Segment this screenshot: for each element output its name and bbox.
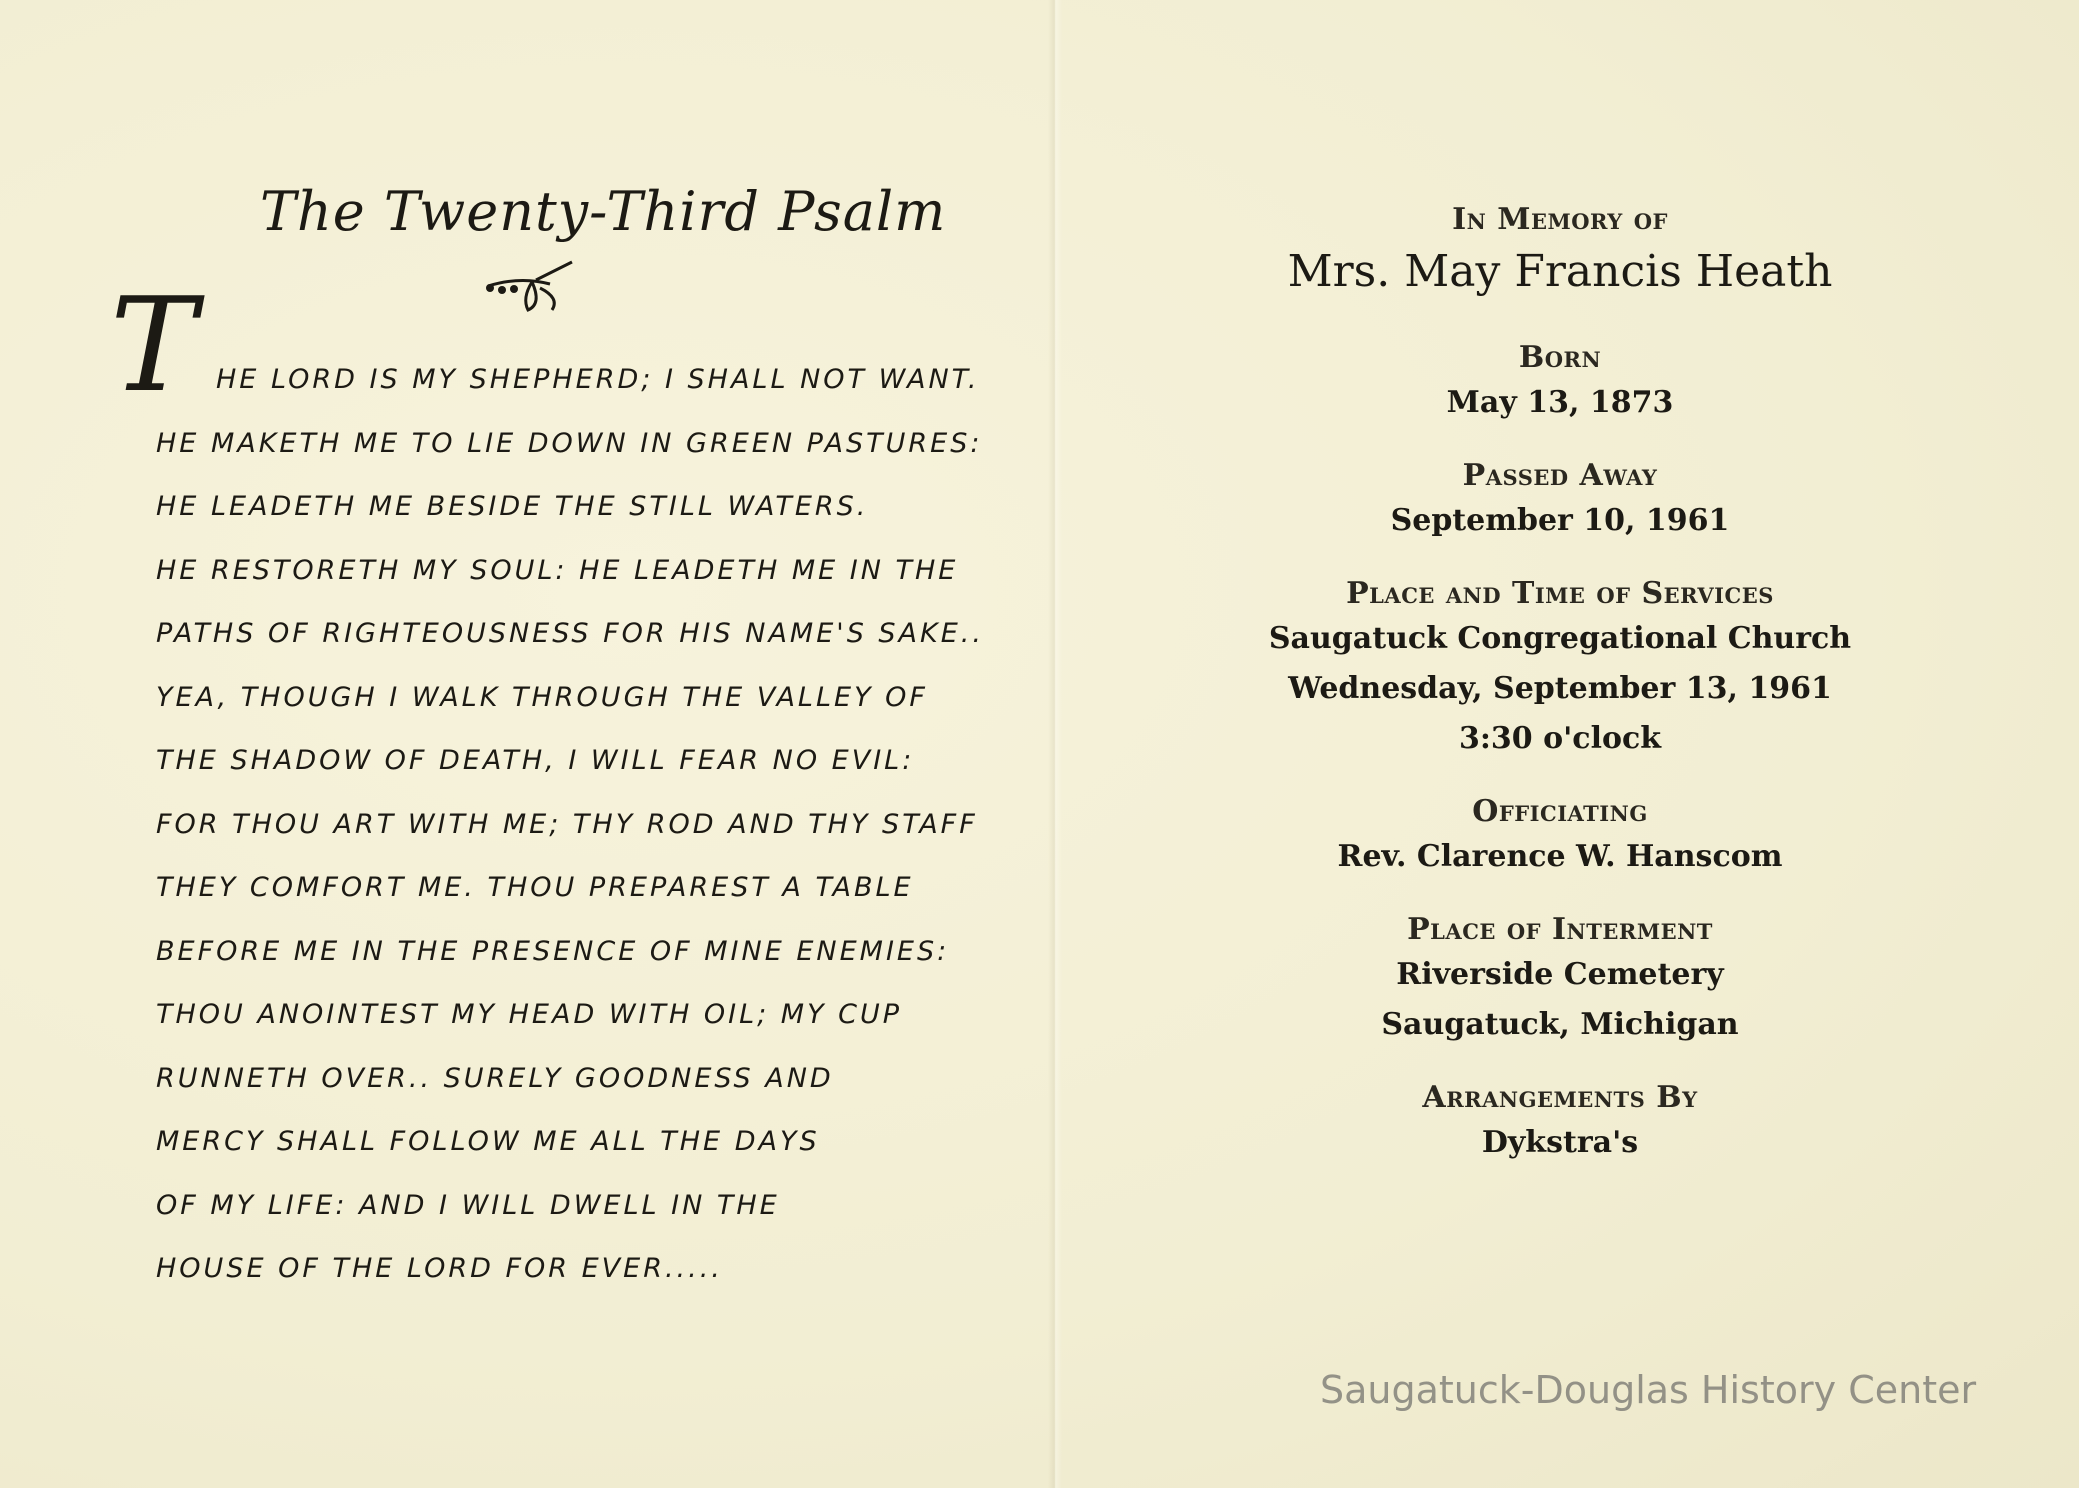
deceased-name: Mrs. May Francis Heath — [1287, 246, 1833, 297]
psalm-line: THOU ANOINTEST MY HEAD WITH OIL; MY CUP — [156, 999, 903, 1030]
services-label: Place and Time of Services — [1346, 576, 1774, 611]
psalm-title: The Twenty-Third Psalm — [260, 180, 947, 243]
born-date: May 13, 1873 — [1446, 385, 1674, 420]
services-time: 3:30 o'clock — [1458, 721, 1662, 756]
psalm-line: MERCY SHALL FOLLOW ME ALL THE DAYS — [156, 1126, 820, 1157]
psalm-line: THE SHADOW OF DEATH, I WILL FEAR NO EVIL: — [156, 745, 915, 776]
history-center-watermark: Saugatuck-Douglas History Center — [1320, 1368, 1977, 1412]
services-place: Saugatuck Congregational Church — [1268, 621, 1852, 656]
interment-section — [1190, 910, 1930, 1050]
psalm-line: HE LORD IS MY SHEPHERD; I SHALL NOT WANT. — [216, 364, 980, 395]
officiating-section — [1190, 792, 1930, 882]
services-date: Wednesday, September 13, 1961 — [1288, 671, 1832, 706]
psalm-line: FOR THOU ART WITH ME; THY ROD AND THY STAFF — [156, 808, 978, 840]
arrangements-by: Dykstra's — [1481, 1125, 1639, 1160]
memorial-panel — [1190, 200, 1930, 1320]
psalm-panel — [110, 170, 984, 1330]
passed-label: Passed Away — [1462, 458, 1658, 493]
psalm-line: HE MAKETH ME TO LIE DOWN IN GREEN PASTURES: — [156, 427, 983, 459]
psalm-line: RUNNETH OVER.. SURELY GOODNESS AND — [156, 1062, 834, 1094]
psalm-line: OF MY LIFE: AND I WILL DWELL IN THE — [156, 1189, 780, 1221]
psalm-line: HE LEADETH ME BESIDE THE STILL WATERS. — [156, 491, 869, 522]
interment-label: Place of Interment — [1407, 912, 1713, 947]
passed-section — [1190, 456, 1930, 546]
psalm-line: PATHS OF RIGHTEOUSNESS FOR HIS NAME'S SAKE.. — [156, 618, 984, 649]
interment-city: Saugatuck, Michigan — [1381, 1007, 1739, 1042]
flourish-ornament-icon — [480, 258, 580, 318]
arrangements-label: Arrangements By — [1422, 1080, 1698, 1115]
services-section — [1190, 574, 1930, 764]
passed-date: September 10, 1961 — [1390, 503, 1730, 538]
interment-cemetery: Riverside Cemetery — [1396, 957, 1724, 992]
officiating-label: Officiating — [1472, 794, 1648, 829]
psalm-line: BEFORE ME IN THE PRESENCE OF MINE ENEMIES: — [156, 935, 950, 967]
arrangements-section — [1190, 1078, 1930, 1168]
born-section — [1190, 338, 1930, 428]
psalm-line: HOUSE OF THE LORD FOR EVER..... — [156, 1253, 723, 1284]
center-fold — [1048, 0, 1062, 1488]
born-label: Born — [1518, 340, 1602, 375]
psalm-drop-cap: T — [110, 269, 197, 421]
psalm-line: HE RESTORETH MY SOUL: HE LEADETH ME IN THE — [156, 554, 959, 586]
psalm-line: THEY COMFORT ME. THOU PREPAREST A TABLE — [156, 872, 914, 903]
memorial-heading: In Memory of — [1452, 202, 1668, 237]
psalm-line: YEA, THOUGH I WALK THROUGH THE VALLEY OF — [156, 681, 928, 713]
psalm-text — [156, 348, 984, 1301]
officiating-name: Rev. Clarence W. Hanscom — [1337, 839, 1783, 874]
